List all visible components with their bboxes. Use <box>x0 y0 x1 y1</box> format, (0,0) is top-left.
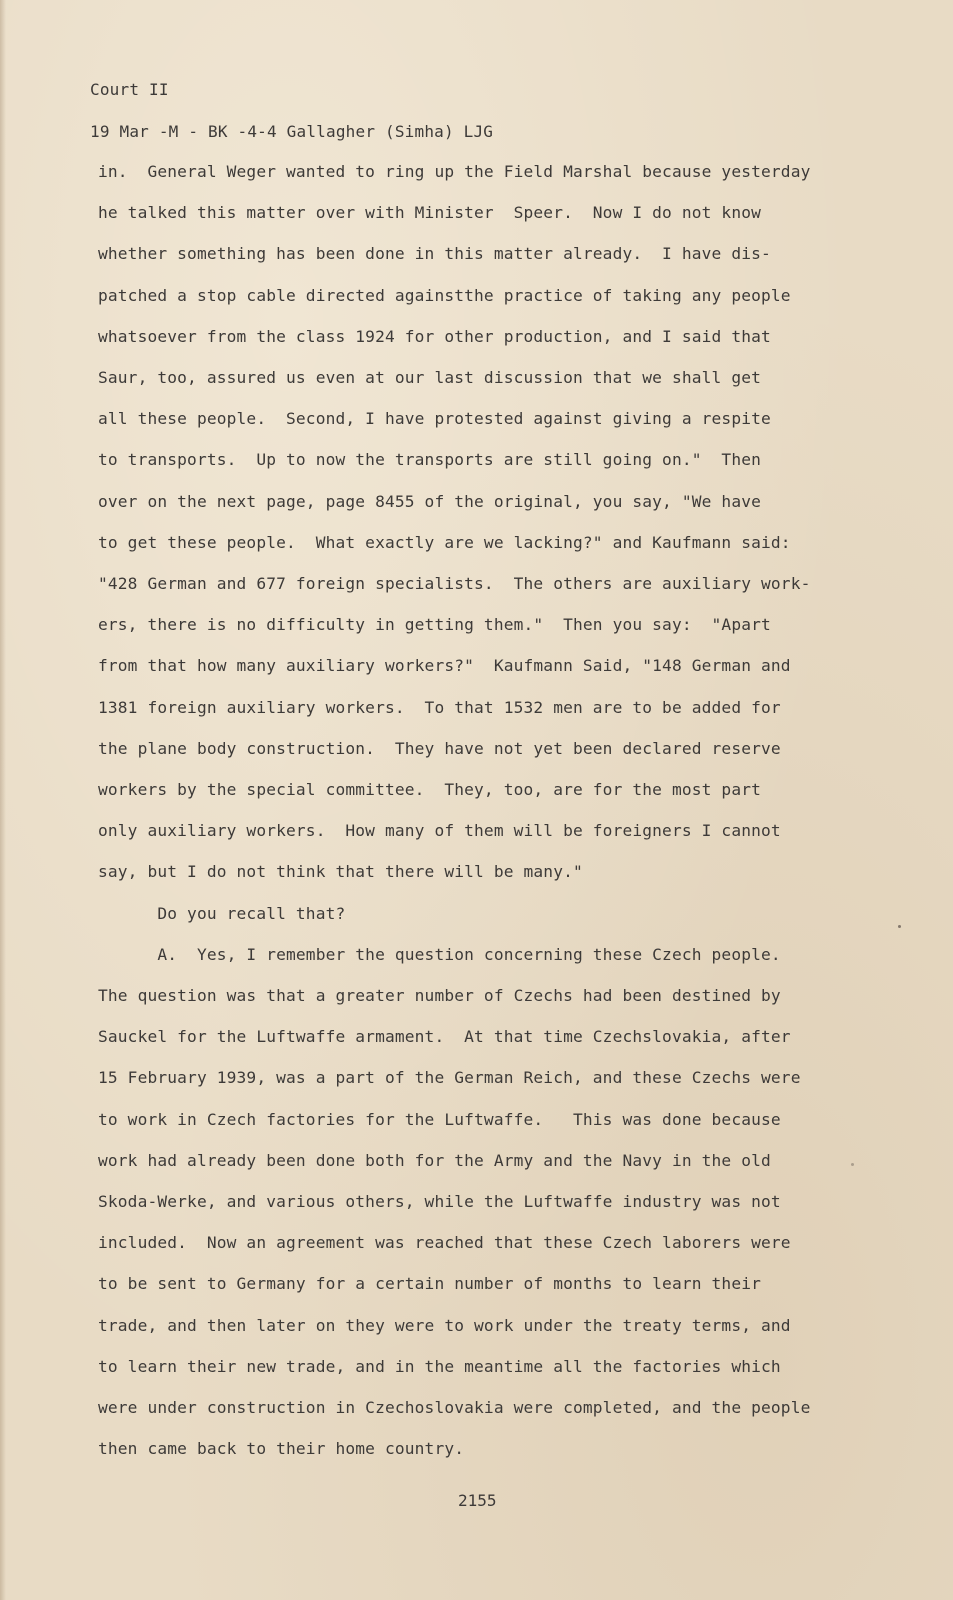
transcript-line: to get these people. What exactly are we lacking?" and Kaufmann said: <box>98 532 791 552</box>
transcript-line: in. General Weger wanted to ring up the Field Marshal because yesterday <box>98 162 811 181</box>
transcript-line: the plane body construction. They have not yet been declared reserve <box>98 738 781 758</box>
transcript-line: "428 German and 677 foreign specialists. The others are auxiliary work- <box>98 574 811 593</box>
transcript-line: to work in Czech factories for the Luftwaffe. This was done because <box>98 1109 781 1129</box>
transcript-line: were under construction in Czechoslovakia were completed, and the people <box>98 1398 811 1417</box>
transcript-line: patched a stop cable directed againstthe practice of taking any people <box>98 285 791 305</box>
transcript-line: to be sent to Germany for a certain number of months to learn their <box>98 1274 762 1294</box>
transcript-line: say, but I do not think that there will be many." <box>98 862 583 882</box>
paper-speck <box>851 1163 854 1166</box>
reference-line: 19 Mar -M - BK -4-4 Gallagher (Simha) LJG <box>90 122 494 141</box>
transcript-line: The question was that a greater number of Czechs had been destined by <box>98 986 781 1005</box>
transcript-line: only auxiliary workers. How many of them will be foreigners I cannot <box>98 821 781 841</box>
transcript-line: ers, there is no difficulty in getting them." Then you say: "Apart <box>98 615 771 635</box>
page-edge-shadow <box>0 0 6 1600</box>
transcript-line: Sauckel for the Luftwaffe armament. At that time Czechslovakia, after <box>98 1027 791 1047</box>
transcript-line: Skoda-Werke, and various others, while the Luftwaffe industry was not <box>98 1192 781 1211</box>
transcript-line: over on the next page, page 8455 of the original, you say, "We have <box>98 491 762 511</box>
court-label: Court II <box>90 80 169 99</box>
transcript-line: Do you recall that? <box>98 903 346 923</box>
transcript-line: Saur, too, assured us even at our last discussion that we shall get <box>98 368 762 387</box>
transcript-line: he talked this matter over with Minister Speer. Now I do not know <box>98 203 762 223</box>
transcript-line: 1381 foreign auxiliary workers. To that 1532 men are to be added for <box>98 697 781 717</box>
transcript-line: A. Yes, I remember the question concerning these Czech people. <box>98 944 781 964</box>
transcript-line: workers by the special committee. They, too, are for the most part <box>98 780 762 799</box>
transcript-line: to learn their new trade, and in the meantime all the factories which <box>98 1356 781 1376</box>
transcript-line: to transports. Up to now the transports are still going on." Then <box>98 450 762 470</box>
transcript-line: all these people. Second, I have protested against giving a respite <box>98 409 771 429</box>
transcript-line: whatsoever from the class 1924 for other production, and I said that <box>98 326 771 346</box>
transcript-line: trade, and then later on they were to work under the treaty terms, and <box>98 1315 791 1335</box>
transcript-line: included. Now an agreement was reached that these Czech laborers were <box>98 1233 791 1253</box>
paper-speck <box>898 925 901 928</box>
transcript-line: 15 February 1939, was a part of the German Reich, and these Czechs were <box>98 1068 801 1088</box>
transcript-line: from that how many auxiliary workers?" Kaufmann Said, "148 German and <box>98 656 791 676</box>
transcript-line: work had already been done both for the Army and the Navy in the old <box>98 1150 771 1170</box>
transcript-line: then came back to their home country. <box>98 1439 465 1459</box>
transcript-line: whether something has been done in this matter already. I have dis- <box>98 244 771 264</box>
page-number: 2155 <box>458 1491 497 1510</box>
